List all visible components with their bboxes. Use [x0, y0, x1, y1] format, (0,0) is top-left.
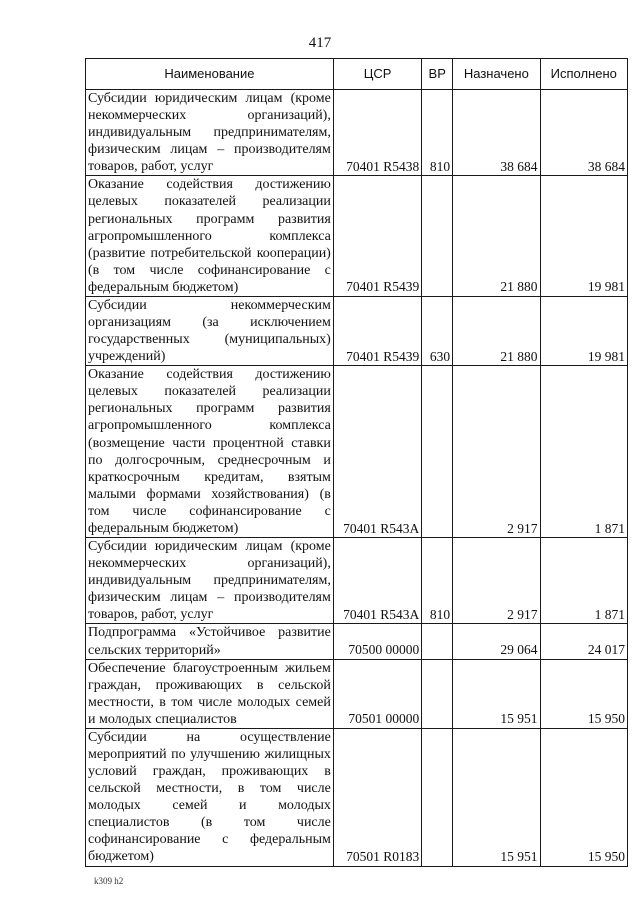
table-row [86, 728, 628, 866]
table-row [86, 366, 628, 538]
row-assigned: 2 917 [453, 366, 540, 538]
row-vr: 810 [422, 538, 453, 624]
footer-mark: k309 h2 [94, 876, 124, 886]
table-header [86, 59, 628, 90]
row-csr: 70401 R543A [333, 366, 421, 538]
row-vr [422, 176, 453, 297]
row-assigned: 2 917 [453, 538, 540, 624]
row-name: Оказание содействия достижению целевых показателей реализации региональных программ развития агропромышленного комплекса (возмещение части процентной ставки по долгосрочным, среднесрочным и краткосрочным кредитам, взятым малыми формами хозяйствования) (в том числе софинансирование с федеральным бюджетом) [86, 366, 334, 538]
row-csr: 70401 R5439 [333, 176, 421, 297]
row-assigned: 21 880 [453, 296, 540, 365]
table-row [86, 90, 628, 176]
row-name: Обеспечение благоустроенным жильем граждан, проживающих в сельской местности, в том числе молодых семей и молодых специалистов [86, 659, 334, 728]
row-vr [422, 624, 453, 659]
row-name: Подпрограмма «Устойчивое развитие сельских территорий» [86, 624, 334, 659]
row-name: Субсидии на осуществление мероприятий по улучшению жилищных условий граждан, проживающих в сельской местности, в том числе молодых семей и молодых специалистов (в том числе софинансирование с федеральным бюджетом) [86, 728, 334, 866]
budget-table [85, 58, 628, 867]
row-executed: 1 871 [540, 366, 627, 538]
row-vr: 810 [422, 90, 453, 176]
row-executed: 38 684 [540, 90, 627, 176]
table-row [86, 659, 628, 728]
row-csr: 70501 R0183 [333, 728, 421, 866]
header-assigned: Назначено [453, 59, 540, 90]
row-executed: 19 981 [540, 296, 627, 365]
row-csr: 70401 R5439 [333, 296, 421, 365]
row-executed: 1 871 [540, 538, 627, 624]
row-executed: 24 017 [540, 624, 627, 659]
row-vr [422, 728, 453, 866]
table-row [86, 176, 628, 297]
row-executed: 15 950 [540, 659, 627, 728]
table-row [86, 538, 628, 624]
row-name: Оказание содействия достижению целевых показателей реализации региональных программ развития агропромышленного комплекса (развитие потребительской кооперации) (в том числе софинансирование с федеральным бюджетом) [86, 176, 334, 297]
row-name: Субсидии некоммерческим организациям (за исключением государственных (муниципальных) учреждений) [86, 296, 334, 365]
row-csr: 70500 00000 [333, 624, 421, 659]
row-csr: 70401 R543A [333, 538, 421, 624]
header-row [86, 59, 628, 90]
row-assigned: 38 684 [453, 90, 540, 176]
page-number: 417 [308, 35, 332, 51]
row-name: Субсидии юридическим лицам (кроме некоммерческих организаций), индивидуальным предпринимателям, физическим лицам – производителям товаров, работ, услуг [86, 90, 334, 176]
row-assigned: 21 880 [453, 176, 540, 297]
header-executed: Исполнено [540, 59, 627, 90]
header-name: Наименование [86, 59, 334, 90]
row-csr: 70501 00000 [333, 659, 421, 728]
row-csr: 70401 R5438 [333, 90, 421, 176]
row-assigned: 15 951 [453, 659, 540, 728]
table-row [86, 624, 628, 659]
header-vr: ВР [422, 59, 453, 90]
row-executed: 19 981 [540, 176, 627, 297]
header-csr: ЦСР [333, 59, 421, 90]
row-assigned: 29 064 [453, 624, 540, 659]
row-name: Субсидии юридическим лицам (кроме некоммерческих организаций), индивидуальным предпринимателям, физическим лицам – производителям товаров, работ, услуг [86, 538, 334, 624]
row-vr: 630 [422, 296, 453, 365]
table-body [86, 90, 628, 867]
row-vr [422, 366, 453, 538]
row-vr [422, 659, 453, 728]
table-row [86, 296, 628, 365]
row-assigned: 15 951 [453, 728, 540, 866]
row-executed: 15 950 [540, 728, 627, 866]
